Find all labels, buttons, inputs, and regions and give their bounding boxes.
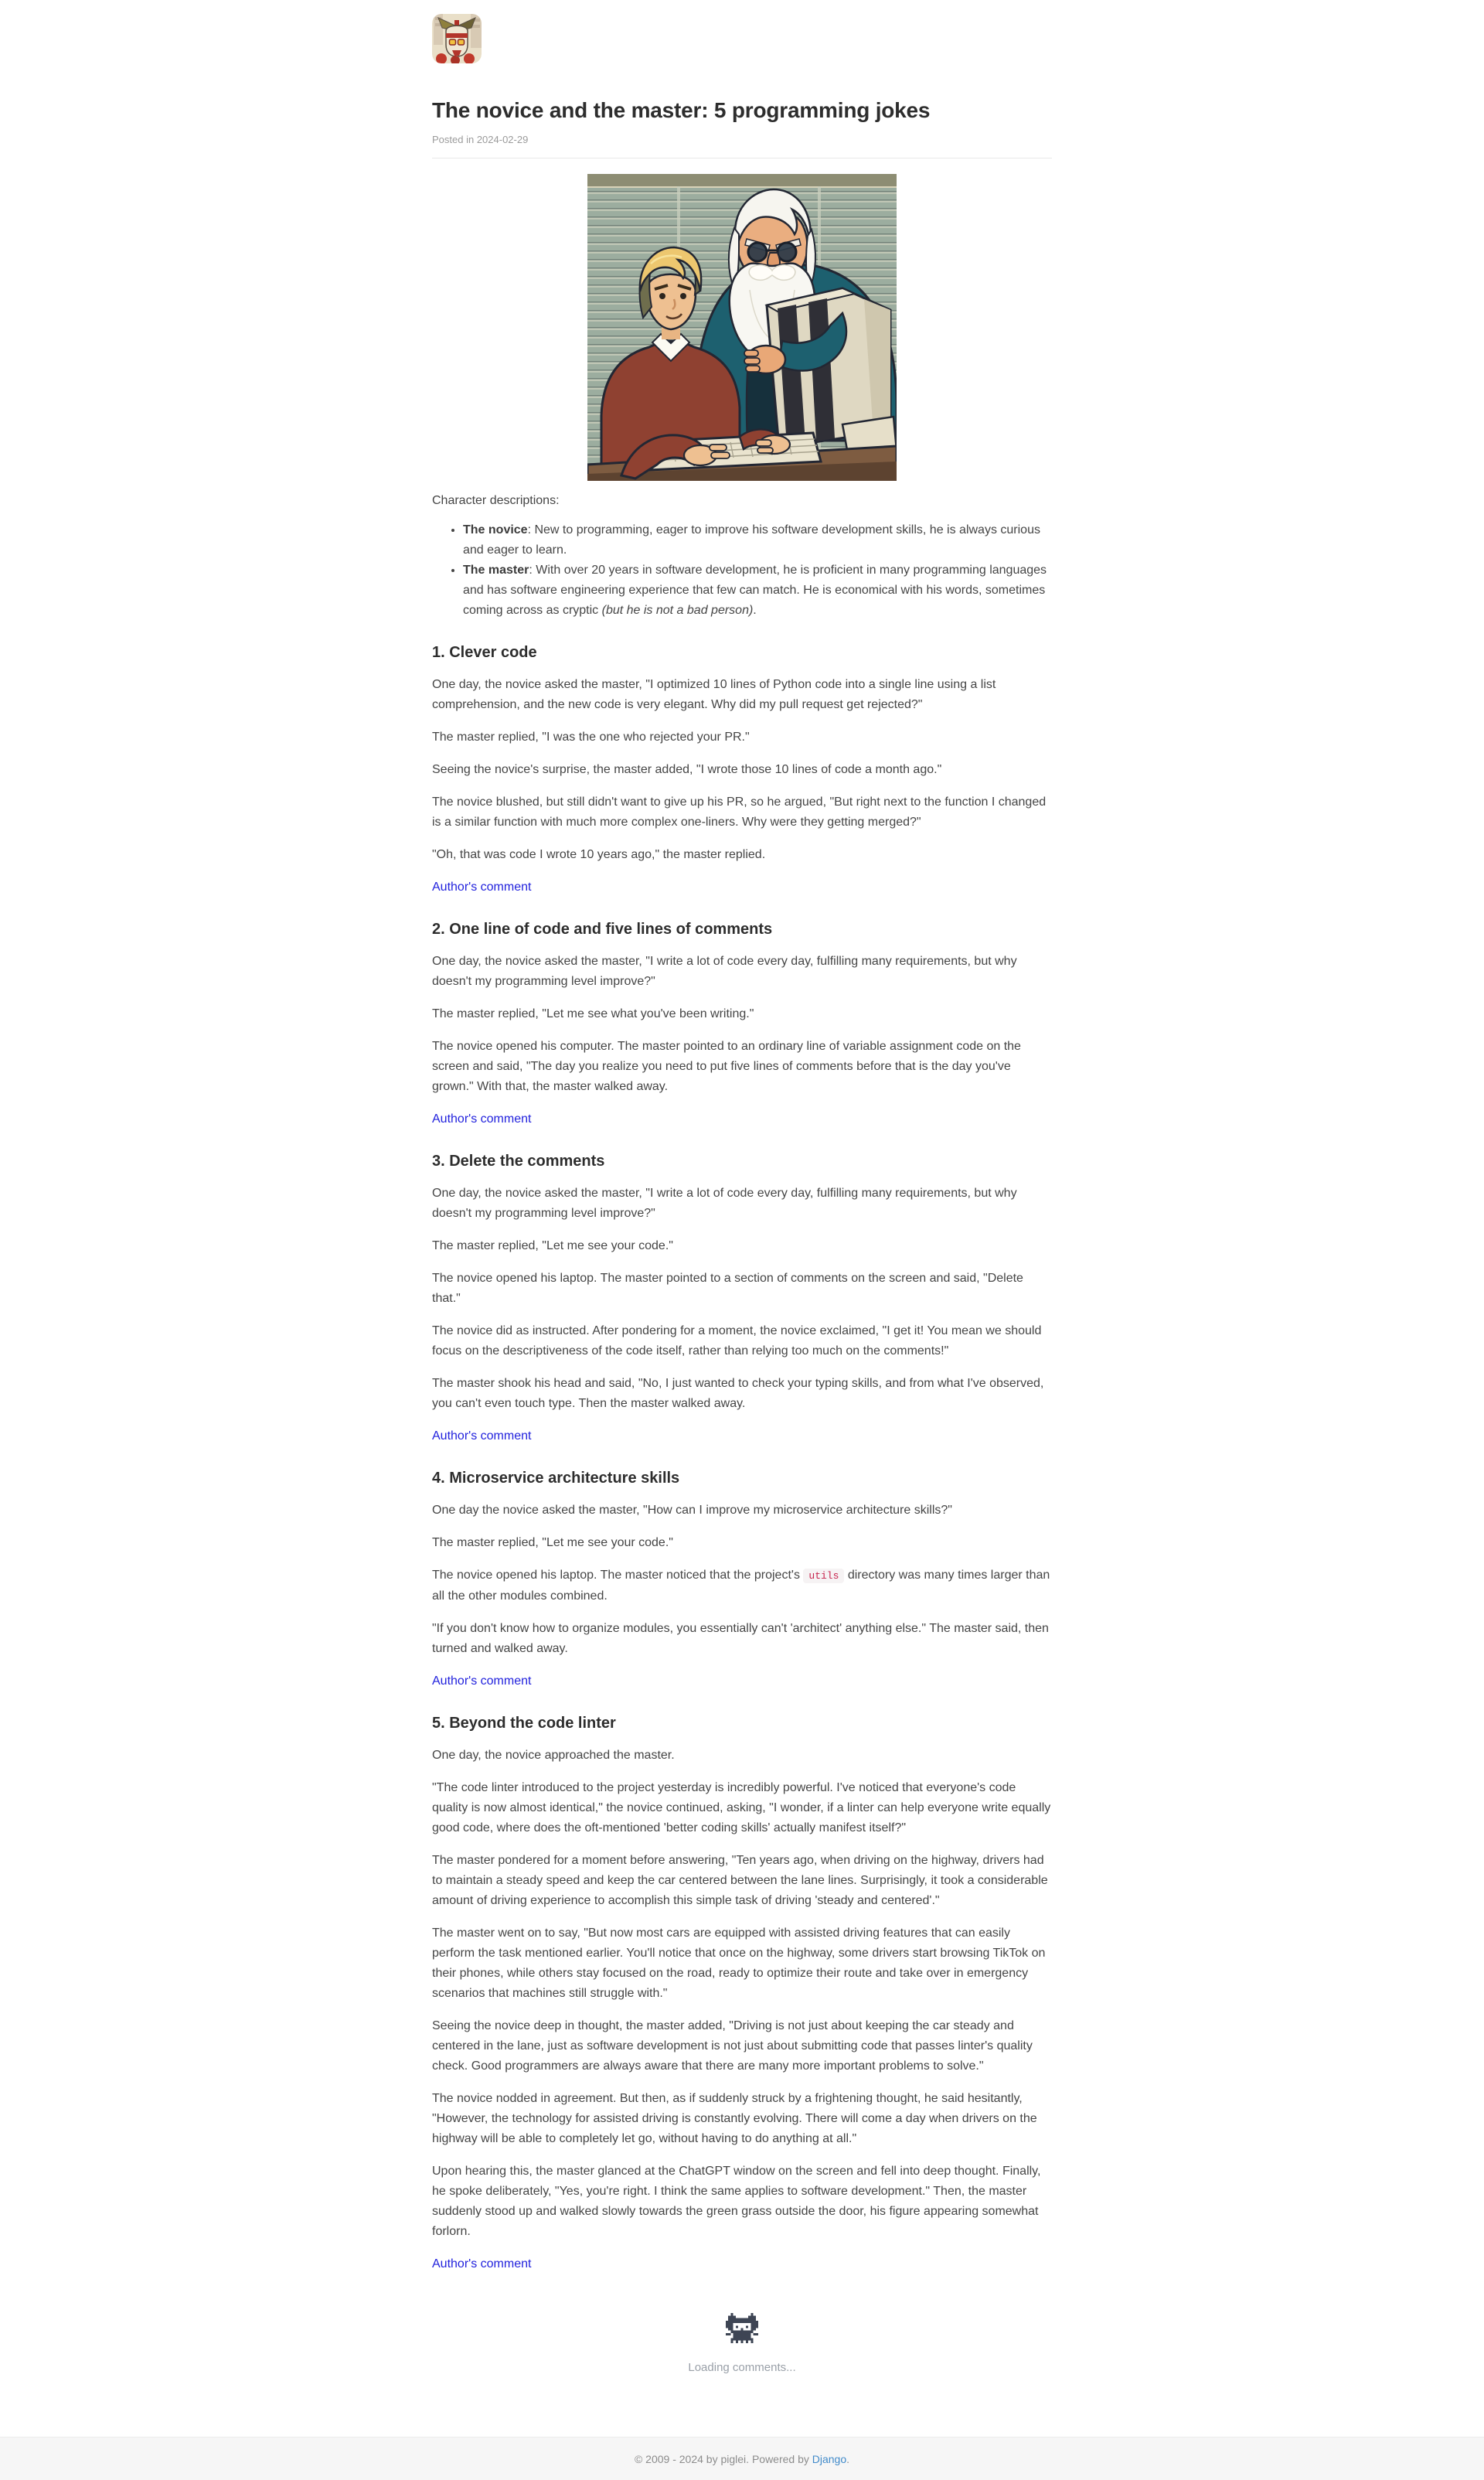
site-footer [0, 2437, 1484, 2480]
robot-avatar-icon [432, 14, 482, 63]
joke-paragraph: The novice blushed, but still didn't want to give up his PR, so he argued, "But right next to the function I changed is a similar function with much more complex one-liners. Why were they getting merged?" [432, 795, 1047, 829]
article-page [432, 0, 1052, 2378]
joke-section [432, 1468, 1052, 1691]
joke-paragraph: The master went on to say, "But now most cars are equipped with assisted driving features that can easily perform the task mentioned earlier. You'll notice that once on the highway, some drivers start browsing TikTok on their phones, while others stay focused on the road, ready to optimize their route and take over in emergency scenarios that machines still struggle with." [432, 1926, 1046, 2000]
joke-paragraph: The master replied, "Let me see your code." [432, 1239, 673, 1252]
authors-comment-link[interactable]: Author's comment [432, 2257, 532, 2270]
authors-comment-link[interactable]: Author's comment [432, 1429, 532, 1443]
joke-paragraph: The novice opened his laptop. The master noticed that the project's utils directory was many times larger than all the other modules combined. [432, 1569, 1050, 1603]
joke-paragraph: The master shook his head and said, "No, I just wanted to check your typing skills, and from what I've observed, you can't even touch type. Then the master walked away. [432, 1377, 1044, 1410]
authors-comment-link[interactable]: Author's comment [432, 1674, 532, 1688]
joke-paragraph: One day, the novice approached the master. [432, 1749, 675, 1762]
joke-section [432, 642, 1052, 898]
joke-paragraph: The novice did as instructed. After pondering for a moment, the novice exclaimed, "I get it! You mean we should focus on the descriptiveness of the code itself, rather than relying too much on the comments!" [432, 1324, 1042, 1358]
post-date: Posted in 2024-02-29 [432, 134, 529, 145]
site-logo-link[interactable] [432, 14, 482, 63]
joke-paragraph: The master replied, "I was the one who rejected your PR." [432, 731, 750, 744]
page-title: The novice and the master: 5 programming jokes [432, 98, 931, 122]
joke-paragraph: The master replied, "Let me see your code." [432, 1536, 673, 1549]
section-heading: 1. Clever code [432, 644, 537, 661]
section-heading: 3. Delete the comments [432, 1153, 605, 1170]
authors-comment-link[interactable]: Author's comment [432, 1112, 532, 1126]
joke-section [432, 1151, 1052, 1446]
joke-paragraph: Seeing the novice's surprise, the master added, "I wrote those 10 lines of code a month ago." [432, 763, 942, 776]
joke-paragraph: "Oh, that was code I wrote 10 years ago," the master replied. [432, 848, 766, 861]
joke-paragraph: One day, the novice asked the master, "I write a lot of code every day, fulfilling many requirements, but why doesn't my programming level improve?" [432, 1187, 1017, 1220]
inline-code: utils [803, 1569, 844, 1583]
section-heading: 2. One line of code and five lines of comments [432, 921, 773, 938]
loading-comments-text: Loading comments... [688, 2361, 796, 2374]
joke-paragraph: The novice opened his computer. The master pointed to an ordinary line of variable assignment code on the screen and said, "The day you realize you need to put five lines of comments before that is the day you've grown." With that, the master walked away. [432, 1040, 1021, 1093]
character-list [432, 520, 1052, 621]
joke-section [432, 1713, 1052, 2274]
joke-paragraph: "The code linter introduced to the project yesterday is incredibly powerful. I've noticed that everyone's code quality is now almost identical," the novice continued, asking, "I wonder, if a linter can help everyone write equally good code, where does the oft-mentioned 'better coding skills' actually manifest itself?" [432, 1781, 1051, 1834]
hero-illustration [587, 174, 897, 481]
joke-sections [432, 642, 1052, 2274]
comments-loading [432, 2313, 1052, 2378]
django-link[interactable]: Django [812, 2453, 847, 2465]
joke-paragraph: The novice opened his laptop. The master pointed to a section of comments on the screen and said, "Delete that." [432, 1272, 1023, 1305]
joke-paragraph: One day, the novice asked the master, "I optimized 10 lines of Python code into a single line using a list comprehension, and the new code is very elegant. Why did my pull request get rejected?" [432, 678, 996, 711]
pixel-cat-icon [726, 2313, 758, 2343]
authors-comment-link[interactable]: Author's comment [432, 881, 532, 894]
joke-paragraph: The novice nodded in agreement. But then, as if suddenly struck by a frightening thought, he said hesitantly, "However, the technology for assisted driving is constantly evolving. There will come a day when drivers on the highway will be able to completely let go, without having to do anything at all." [432, 2092, 1037, 2145]
character-descriptions-lead: Character descriptions: [432, 494, 560, 507]
section-heading: 5. Beyond the code linter [432, 1715, 616, 1732]
joke-section [432, 919, 1052, 1129]
joke-paragraph: Upon hearing this, the master glanced at the ChatGPT window on the screen and fell into deep thought. Finally, he spoke deliberately, "Yes, you're right. I think the same applies to software development." Then, the master suddenly stood up and walked slowly towards the green grass outside the door, his figure appearing somewhat forlorn. [432, 2165, 1041, 2238]
section-heading: 4. Microservice architecture skills [432, 1470, 680, 1487]
joke-paragraph: One day, the novice asked the master, "I write a lot of code every day, fulfilling many requirements, but why doesn't my programming level improve?" [432, 955, 1017, 988]
copyright-text: © 2009 - 2024 by piglei. Powered by Django. [634, 2453, 850, 2465]
character-list-item: • The master: With over 20 years in software development, he is proficient in many programming languages and has software engineering experience that few can match. He is economical with his words, sometimes coming across as cryptic (but he is not a bad person). [463, 560, 1052, 621]
character-list-item: • The novice: New to programming, eager to improve his software development skills, he is always curious and eager to learn. [463, 520, 1052, 560]
joke-paragraph: The master pondered for a moment before answering, "Ten years ago, when driving on the highway, drivers had to maintain a steady speed and keep the car centered between the lane lines. Surprisingly, it took a considerable amount of driving experience to accomplish this simple task of driving 'steady and centered'." [432, 1854, 1048, 1907]
joke-paragraph: "If you don't know how to organize modules, you essentially can't 'architect' anything else." The master said, then turned and walked away. [432, 1622, 1049, 1655]
joke-paragraph: The master replied, "Let me see what you've been writing." [432, 1007, 754, 1020]
joke-paragraph: One day the novice asked the master, "How can I improve my microservice architecture skills?" [432, 1504, 952, 1517]
joke-paragraph: Seeing the novice deep in thought, the master added, "Driving is not just about keeping the car steady and centered in the lane, just as software development is not just about submitting code that passes linter's quality check. Good programmers are always aware that there are many more important problems to solve." [432, 2019, 1033, 2073]
